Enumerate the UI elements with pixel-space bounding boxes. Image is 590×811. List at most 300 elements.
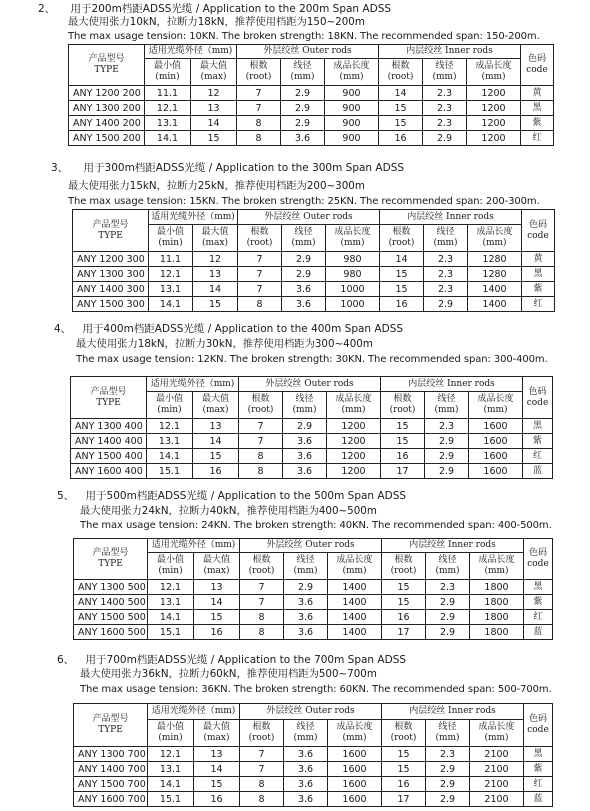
cell-text: (root) <box>248 733 275 743</box>
col-header-length <box>328 720 382 747</box>
spec-table <box>73 703 553 807</box>
col-header-length <box>467 59 521 86</box>
cell-text: (mm) <box>339 72 364 82</box>
cell-text: 1600 <box>483 435 508 447</box>
cell-text: 产品型号 <box>92 714 129 724</box>
cell-text: 2100 <box>484 778 509 790</box>
col-header-applicable-od <box>148 704 240 720</box>
cell-inner-wire <box>424 252 468 267</box>
spec-en: The max usage tension: 10KN. The broken strength: 18KN. The recommended span: 150-200m. <box>68 31 540 42</box>
cell-text: 外层绞丝 Outer rods <box>266 540 355 550</box>
cell-color-code <box>521 101 554 116</box>
cell-inner-length <box>469 449 523 464</box>
section-number: 5、 <box>57 490 75 502</box>
col-header-type <box>71 377 147 419</box>
cell-text: 900 <box>342 117 361 129</box>
cell-text: 成品长度 <box>475 61 512 71</box>
cell-min <box>145 86 191 101</box>
cell-outer-root <box>239 449 283 464</box>
cell-outer-wire <box>284 747 328 762</box>
col-header-min <box>147 392 193 419</box>
cell-text: 16 <box>395 298 408 310</box>
cell-outer-wire <box>281 101 325 116</box>
cell-min <box>149 252 193 267</box>
cell-text: ANY 1200 200 <box>73 87 141 99</box>
cell-text: 最大值 <box>202 555 230 565</box>
col-header-wire <box>284 553 328 580</box>
cell-color-code <box>522 297 555 312</box>
col-header-length <box>325 59 379 86</box>
cell-text: ANY 1300 400 <box>75 420 143 432</box>
cell-text: 红 <box>533 298 543 309</box>
cell-text: 黑 <box>532 102 542 113</box>
col-header-root <box>380 225 424 252</box>
cell-color-code <box>522 252 555 267</box>
cell-inner-length <box>468 297 522 312</box>
cell-outer-wire <box>284 595 328 610</box>
cell-outer-length <box>327 449 381 464</box>
cell-text: 成品长度 <box>335 394 372 404</box>
cell-type <box>73 252 149 267</box>
cell-color-code <box>524 580 553 595</box>
cell-text: 3.6 <box>297 748 314 760</box>
cell-color-code <box>523 419 553 434</box>
cell-text: 产品型号 <box>92 548 129 558</box>
col-header-wire <box>284 720 328 747</box>
cell-text: 最大值 <box>202 722 230 732</box>
cell-text: 14.1 <box>159 611 182 623</box>
cell-outer-wire <box>281 131 325 146</box>
cell-text: 15 <box>396 420 409 432</box>
cell-text: 红 <box>532 450 542 461</box>
cell-text: 1200 <box>481 87 506 99</box>
cell-outer-length <box>326 297 380 312</box>
cell-text: 紫 <box>532 117 542 128</box>
cell-text: ANY 1600 700 <box>78 793 146 805</box>
col-header-outer-rods <box>239 377 381 392</box>
cell-outer-root <box>237 116 281 131</box>
col-header-wire <box>426 720 470 747</box>
col-header-wire <box>281 59 325 86</box>
cell-text: 2.9 <box>294 87 311 99</box>
col-header-wire <box>283 392 327 419</box>
cell-outer-root <box>240 762 284 777</box>
cell-outer-wire <box>283 419 327 434</box>
cell-max <box>194 580 240 595</box>
cell-text: 900 <box>342 132 361 144</box>
cell-inner-length <box>469 419 523 434</box>
cell-outer-wire <box>282 252 326 267</box>
col-header-root <box>240 720 284 747</box>
cell-text: 最大值 <box>201 227 229 237</box>
col-header-max <box>191 59 237 86</box>
cell-color-code <box>522 282 555 297</box>
cell-text: 线径 <box>296 722 315 732</box>
col-header-length <box>326 225 380 252</box>
cell-outer-root <box>238 252 282 267</box>
cell-text: 15 <box>397 581 410 593</box>
cell-text: 7 <box>256 283 263 295</box>
cell-outer-wire <box>284 792 328 807</box>
cell-outer-length <box>328 625 382 640</box>
cell-text: 13 <box>210 581 223 593</box>
cell-text: 2.3 <box>436 87 453 99</box>
cell-text: (root) <box>248 566 275 576</box>
cell-text: 根数 <box>251 394 270 404</box>
header-row <box>71 377 553 392</box>
cell-text: 成品长度 <box>334 227 371 237</box>
cell-text: 根数 <box>393 394 412 404</box>
cell-text: code <box>527 725 549 735</box>
cell-color-code <box>524 792 553 807</box>
cell-inner-wire <box>423 101 467 116</box>
spec-table <box>70 376 553 479</box>
cell-text: 2.9 <box>439 626 456 638</box>
cell-text: (root) <box>389 405 416 415</box>
cell-max <box>191 86 237 101</box>
table-row <box>71 434 553 449</box>
col-header-wire <box>425 392 469 419</box>
cell-text: 最大值 <box>201 394 229 404</box>
cell-type <box>73 297 149 312</box>
spec-cn: 最大使用张力15kN，拉断力25kN，推荐使用档距为200~300m <box>68 180 365 192</box>
cell-text: 13 <box>207 102 220 114</box>
cell-text: 黑 <box>532 420 542 431</box>
cell-outer-wire <box>284 625 328 640</box>
cell-type <box>71 464 147 479</box>
cell-text: 紫 <box>533 763 543 774</box>
cell-text: 17 <box>396 465 409 477</box>
cell-text: 线径 <box>438 555 457 565</box>
cell-text: 8 <box>256 298 263 310</box>
table-row <box>73 267 555 282</box>
cell-text: 13 <box>209 420 222 432</box>
cell-type <box>69 86 145 101</box>
cell-max <box>193 267 238 282</box>
cell-text: ANY 1400 400 <box>75 435 143 447</box>
cell-inner-wire <box>426 580 470 595</box>
cell-text: 2.9 <box>295 253 312 265</box>
cell-inner-length <box>470 625 524 640</box>
cell-text: (mm) <box>433 238 458 248</box>
cell-outer-length <box>325 86 379 101</box>
cell-inner-root <box>380 297 424 312</box>
table-row <box>69 101 554 116</box>
col-header-inner-rods <box>379 45 521 59</box>
cell-text: 8 <box>257 465 264 477</box>
cell-text: 1200 <box>481 117 506 129</box>
spec-table <box>68 44 554 146</box>
cell-min <box>149 282 193 297</box>
cell-text: ANY 1500 700 <box>78 778 146 790</box>
cell-text: 14.1 <box>159 298 182 310</box>
col-header-wire <box>424 225 468 252</box>
cell-text: 3.6 <box>297 778 314 790</box>
cell-text: 根数 <box>391 61 410 71</box>
cell-inner-root <box>379 86 423 101</box>
cell-outer-wire <box>284 762 328 777</box>
spec-en: The max usage tension: 36KN. The broken strength: 60KN. The recommended span: 500-700m. <box>80 684 552 695</box>
section-title: 用于700m档距ADSS光缆 / Application to the 700m Span ADSS <box>85 654 407 666</box>
cell-text: 3.6 <box>297 611 314 623</box>
cell-max <box>191 101 237 116</box>
cell-text: 色码 <box>528 548 547 558</box>
cell-text: 根数 <box>250 227 269 237</box>
spec-en: The max usage tension: 15KN. The broken strength: 25KN. The recommended span: 200-300m. <box>68 196 540 207</box>
cell-color-code <box>523 449 553 464</box>
cell-text: 产品型号 <box>90 386 127 397</box>
section-heading <box>51 162 404 175</box>
col-header-inner-rods <box>382 539 524 553</box>
cell-inner-wire <box>425 434 469 449</box>
cell-text: 12.1 <box>159 748 182 760</box>
cell-text: ANY 1400 300 <box>77 283 145 295</box>
cell-min <box>148 625 194 640</box>
cell-inner-wire <box>423 131 467 146</box>
cell-text: 最小值 <box>156 555 184 565</box>
cell-outer-root <box>239 434 283 449</box>
cell-text: code <box>526 65 548 75</box>
cell-text: 黄 <box>533 253 543 264</box>
cell-text: 产品型号 <box>92 219 129 230</box>
cell-text: ANY 1300 200 <box>73 102 141 114</box>
cell-text: 15 <box>395 283 408 295</box>
cell-outer-length <box>325 101 379 116</box>
cell-text: TYPE <box>94 65 119 75</box>
cell-text: 2.3 <box>439 581 456 593</box>
col-header-root <box>239 392 283 419</box>
cell-color-code <box>524 777 553 792</box>
cell-min <box>145 101 191 116</box>
cell-min <box>147 419 193 434</box>
cell-color-code <box>523 464 553 479</box>
table-row <box>74 610 553 625</box>
cell-inner-wire <box>424 282 468 297</box>
cell-text: (mm) <box>481 72 506 82</box>
cell-text: (mm) <box>340 238 365 248</box>
col-header-min <box>145 59 191 86</box>
cell-outer-wire <box>282 297 326 312</box>
cell-text: 紫 <box>533 283 543 294</box>
table-row <box>73 252 555 267</box>
cell-text: 12.1 <box>159 268 182 280</box>
cell-min <box>148 595 194 610</box>
cell-text: 最小值 <box>155 394 183 404</box>
cell-inner-length <box>470 580 524 595</box>
cell-text: 16 <box>396 450 409 462</box>
header-row <box>74 539 553 553</box>
cell-outer-wire <box>284 610 328 625</box>
cell-max <box>193 449 239 464</box>
table-row <box>71 449 553 464</box>
cell-text: 2.9 <box>438 450 455 462</box>
cell-text: 色码 <box>528 714 547 724</box>
cell-text: 蓝 <box>532 465 542 476</box>
cell-text: 适用光缆外径（mm) <box>151 706 236 716</box>
cell-outer-root <box>238 282 282 297</box>
table-row <box>69 116 554 131</box>
cell-inner-root <box>380 252 424 267</box>
spec-cn: 最大使用张力18kN，拉断力30kN，推荐使用档距为300~400m <box>76 338 373 350</box>
table-row <box>69 131 554 146</box>
cell-inner-length <box>470 762 524 777</box>
cell-outer-root <box>240 610 284 625</box>
cell-max <box>194 625 240 640</box>
cell-text: 适用光缆外径（mm) <box>151 540 236 550</box>
col-header-root <box>240 553 284 580</box>
cell-text: 线径 <box>437 394 456 404</box>
cell-text: 1600 <box>342 748 367 760</box>
cell-text: 15 <box>394 102 407 114</box>
cell-text: 外层绞丝 Outer rods <box>265 378 354 389</box>
col-header-color-code <box>524 539 553 580</box>
cell-text: 14 <box>210 763 223 775</box>
cell-outer-root <box>240 580 284 595</box>
section-heading <box>57 654 406 667</box>
cell-text: 3.6 <box>297 763 314 775</box>
cell-min <box>145 116 191 131</box>
cell-type <box>74 625 148 640</box>
table-row <box>74 762 553 777</box>
cell-text: 线径 <box>436 227 455 237</box>
cell-inner-root <box>380 267 424 282</box>
col-header-max <box>193 392 239 419</box>
cell-text: (mm) <box>484 733 509 743</box>
cell-text: (mm) <box>342 566 367 576</box>
cell-outer-root <box>238 297 282 312</box>
cell-text: 3.6 <box>297 596 314 608</box>
cell-text: 1600 <box>483 420 508 432</box>
cell-text: 3.6 <box>297 626 314 638</box>
cell-color-code <box>521 131 554 146</box>
cell-inner-length <box>470 595 524 610</box>
cell-text: 2.9 <box>294 102 311 114</box>
col-header-root <box>382 553 426 580</box>
cell-text: ANY 1400 200 <box>73 117 141 129</box>
cell-inner-root <box>381 434 425 449</box>
cell-inner-length <box>467 101 521 116</box>
col-header-type <box>69 45 145 86</box>
cell-outer-length <box>327 419 381 434</box>
table-row <box>73 282 555 297</box>
cell-inner-length <box>470 792 524 807</box>
cell-text: 适用光缆外径（mm) <box>151 211 235 222</box>
cell-text: 红 <box>533 611 543 622</box>
cell-text: ANY 1500 400 <box>75 450 143 462</box>
cell-max <box>191 131 237 146</box>
cell-text: 1280 <box>482 268 507 280</box>
cell-outer-root <box>238 267 282 282</box>
cell-text: 1400 <box>482 298 507 310</box>
cell-text: ANY 1500 200 <box>73 132 141 144</box>
cell-max <box>194 595 240 610</box>
cell-outer-length <box>328 580 382 595</box>
cell-text: 14.1 <box>158 450 181 462</box>
col-header-outer-rods <box>240 704 382 720</box>
cell-min <box>148 580 194 595</box>
cell-text: 15 <box>209 450 222 462</box>
cell-text: 1000 <box>340 283 365 295</box>
cell-max <box>194 762 240 777</box>
cell-inner-wire <box>425 464 469 479</box>
cell-text: 2.9 <box>297 581 314 593</box>
table-row <box>73 297 555 312</box>
cell-max <box>193 252 238 267</box>
cell-text: 2.3 <box>438 420 455 432</box>
cell-outer-wire <box>284 777 328 792</box>
cell-outer-length <box>328 595 382 610</box>
cell-inner-root <box>382 777 426 792</box>
cell-inner-wire <box>426 625 470 640</box>
cell-text: 15 <box>394 117 407 129</box>
cell-min <box>148 747 194 762</box>
cell-text: 7 <box>258 596 265 608</box>
col-header-root <box>238 225 282 252</box>
cell-text: 2.3 <box>437 283 454 295</box>
col-header-color-code <box>521 45 554 86</box>
cell-text: 12.1 <box>159 581 182 593</box>
cell-text: (mm) <box>293 733 318 743</box>
section-number: 2、 <box>38 3 56 15</box>
cell-text: 1800 <box>484 626 509 638</box>
cell-min <box>147 464 193 479</box>
cell-text: 红 <box>533 778 543 789</box>
cell-text: 3.6 <box>296 450 313 462</box>
cell-text: 15.1 <box>159 626 182 638</box>
cell-text: 适用光缆外径（mm) <box>150 378 235 389</box>
cell-text: 13.1 <box>158 435 181 447</box>
cell-text: 7 <box>256 253 263 265</box>
cell-text: 2.3 <box>436 102 453 114</box>
cell-text: 12.1 <box>156 102 179 114</box>
cell-outer-length <box>327 464 381 479</box>
cell-text: 3.6 <box>296 435 313 447</box>
cell-text: 7 <box>257 435 264 447</box>
cell-text: 2100 <box>484 763 509 775</box>
cell-text: 15 <box>210 778 223 790</box>
cell-type <box>73 267 149 282</box>
cell-text: 1600 <box>483 465 508 477</box>
cell-inner-length <box>467 116 521 131</box>
cell-text: 成品长度 <box>478 722 515 732</box>
table-row <box>74 777 553 792</box>
cell-text: 1600 <box>342 793 367 805</box>
col-header-root <box>237 59 281 86</box>
cell-outer-wire <box>283 449 327 464</box>
cell-text: 1200 <box>481 102 506 114</box>
cell-text: 成品长度 <box>333 61 370 71</box>
cell-text: 2.9 <box>439 763 456 775</box>
cell-text: 17 <box>397 626 410 638</box>
cell-text: 15 <box>397 763 410 775</box>
cell-inner-wire <box>424 267 468 282</box>
cell-text: 线径 <box>295 394 314 404</box>
col-header-color-code <box>523 377 553 419</box>
cell-inner-root <box>382 580 426 595</box>
cell-outer-length <box>326 252 380 267</box>
cell-text: 2.9 <box>439 778 456 790</box>
cell-text: 900 <box>342 102 361 114</box>
cell-text: 3.6 <box>294 132 311 144</box>
cell-text: 13.1 <box>159 596 182 608</box>
cell-outer-length <box>326 267 380 282</box>
cell-text: 内层绞丝 Inner rods <box>406 46 493 56</box>
cell-text: 14.1 <box>159 778 182 790</box>
col-header-inner-rods <box>381 377 523 392</box>
cell-outer-length <box>326 282 380 297</box>
cell-inner-length <box>468 282 522 297</box>
cell-inner-wire <box>426 792 470 807</box>
